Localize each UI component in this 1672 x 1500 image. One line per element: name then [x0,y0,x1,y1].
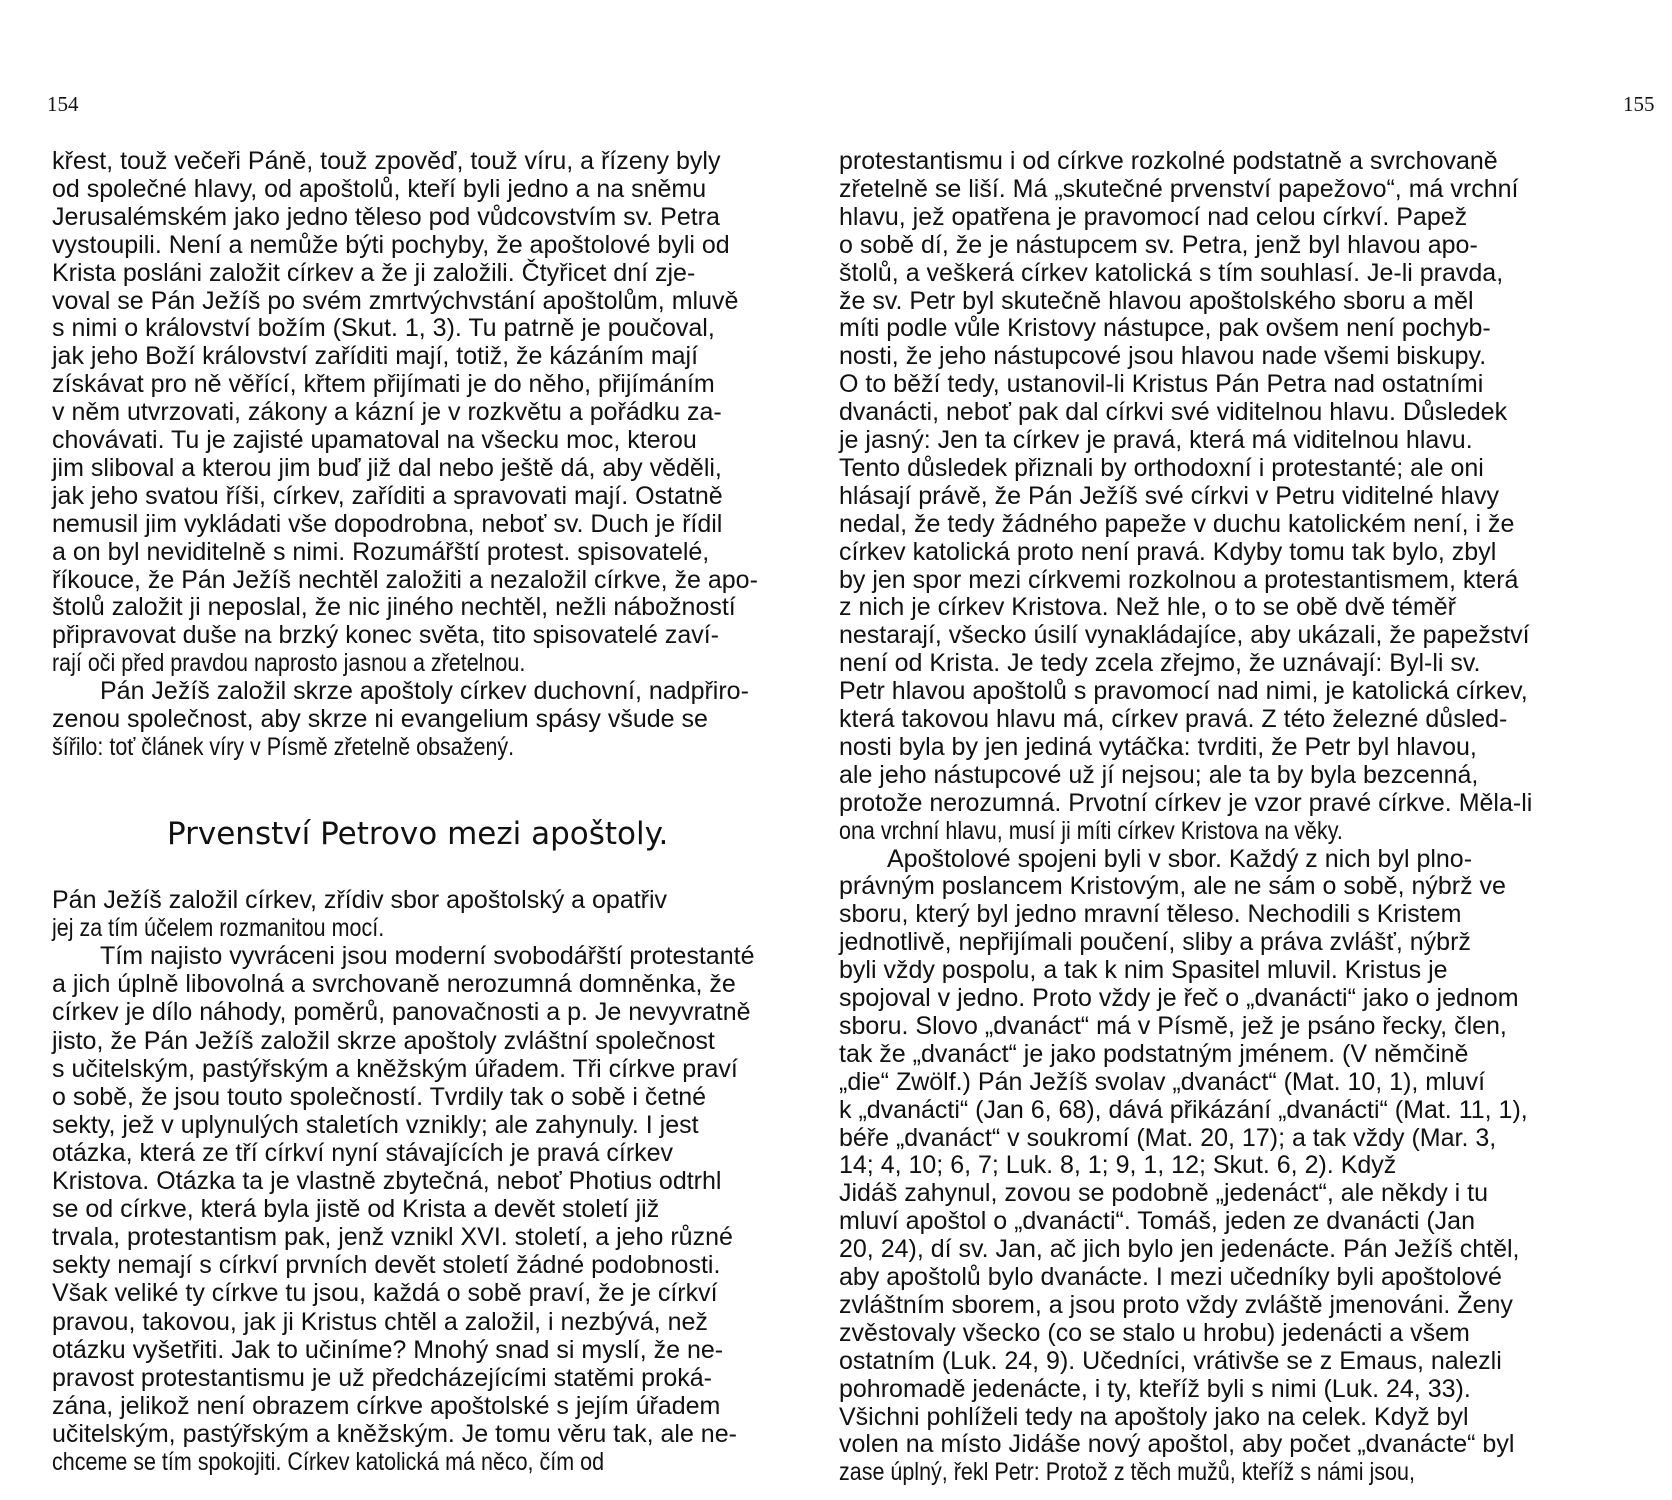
text-line: míti podle vůle Kristovy nástupce, pak ovšem není pochyb- [839,314,1491,343]
text-line: jej za tím účelem rozmanitou mocí. [52,914,385,943]
text-line: sboru, který byl jedno mravní těleso. Nechodili s Kristem [839,900,1462,929]
text-line: by jen spor mezi církvemi rozkolnou a protestantismem, která [839,565,1519,594]
text-line: „die“ Zwölf.) Pán Ježíš svolav „dvanáct“ (Mat. 10, 1), mluví [839,1067,1486,1096]
text-line: o sobě, že jsou touto společností. Tvrdily tak o sobě i četné [52,1082,707,1111]
text-line: sekty, jež v uplynulých staletích vznikly; ale zahynuly. I jest [52,1110,699,1139]
text-line: není od Krista. Je tedy zcela zřejmo, že uznávají: Byl-li sv. [839,649,1481,678]
text-line: 14; 4, 10; 6, 7; Luk. 8, 1; 9, 1, 12; Skut. 6, 2). Když [839,1151,1397,1180]
text-line: církev je dílo náhody, poměrů, panovačnosti a p. Je nevyvratně [52,998,751,1027]
text-line: říkouce, že Pán Ježíš nechtěl založiti a nezaložil církve, že apo- [52,565,758,594]
text-line: béře „dvanáct“ v soukromí (Mat. 20, 17); a tak vždy (Mar. 3, [839,1123,1497,1152]
text-line: protestantismu i od církve rozkolné podstatně a svrchovaně [839,147,1498,175]
text-line: volen na místo Jidáše nový apoštol, aby počet „dvanácte“ byl [839,1430,1515,1459]
text-line: připravovat duše na brzký konec světa, tito spisovatelé zaví- [52,621,719,650]
text-line: vystoupili. Není a nemůže býti pochyby, že apoštolové byli od [52,230,730,259]
text-line: s nimi o království božím (Skut. 1, 3). Tu patrně je poučoval, [52,314,715,343]
text-line: dvanácti, neboť pak dal církvi své viditelnou hlavu. Důsledek [839,398,1508,427]
text-line: Jerusalémském jako jedno těleso pod vůdcovstvím sv. Petra [52,202,720,231]
text-line: nedal, že tedy žádného papeže v duchu katolickém není, i že [839,509,1515,538]
text-line: zřetelně se liší. Má „skutečné prvenství papežovo“, má vrchní [839,174,1519,203]
text-line: a jich úplně libovolná a svrchovaně nerozumná domněnka, že [52,970,736,999]
text-line: byli vždy pospolu, a tak k nim Spasitel mluvil. Kristus je [839,956,1448,985]
text-line: aby apoštolů bylo dvanácte. I mezi učedníky byli apoštolové [839,1263,1502,1291]
text-line: v něm utvrzovati, zákony a kázní je v rozkvětu a pořádku za- [52,398,722,427]
text-line: sekty nemají s církví prvních devět století žádné podobnosti. [52,1251,721,1280]
text-line: Pán Ježíš založil skrze apoštoly církev duchovní, nadpřiro- [100,677,749,706]
text-line: štolů založit ji neposlal, že nic jiného nechtěl, nežli nábožností [52,593,736,622]
text-line: štolů, a veškerá církev katolická s tím souhlasí. Je-li pravda, [839,258,1504,287]
text-line: a on byl neviditelně s nimi. Rozumářští protest. spisovatelé, [52,537,710,566]
text-line: otázka, která ze tří církví nyní stávajících je pravá církev [52,1138,674,1167]
text-line: chceme se tím spokojiti. Církev katolická má něco, čím od [52,1448,605,1476]
text-line: že sv. Petr byl skutečně hlavou apoštolského sboru a měl [839,286,1474,315]
text-line: Apoštolové spojeni byli v sbor. Každý z nich byl plno- [887,844,1473,873]
text-line: šířilo: toť článek víry v Písmě zřetelně obsažený. [52,732,515,761]
text-line: z nich je církev Kristova. Než hle, o to se obě dvě téměř [839,593,1456,622]
text-line: zvěstovaly všecko (co se stalo u hrobu) jedenácti a všem [839,1318,1470,1347]
text-line: Pán Ježíš založil církev, zřídiv sbor apoštolský a opatřiv [52,886,668,914]
text-line: s učitelským, pastýřským a kněžským úřadem. Tři církve praví [52,1054,738,1083]
text-line: církev katolická proto není pravá. Kdyby tomu tak bylo, zbyl [839,537,1497,566]
text-line: je jasný: Jen ta církev je pravá, která má viditelnou hlavu. [839,426,1473,454]
text-line: právným poslancem Kristovým, ale ne sám o sobě, nýbrž ve [839,872,1506,901]
text-line: jak jeho svatou říši, církev, zaříditi a spravovati mají. Ostatně [52,481,723,510]
text-line: Kristova. Otázka ta je vlastně zbytečná, neboť Photius odtrhl [52,1167,722,1195]
text-line: jisto, že Pán Ježíš založil skrze apoštoly zvláštní společnost [52,1026,715,1055]
text-line: otázku vyšetřiti. Jak to učiníme? Mnohý snad si myslí, že ne- [52,1335,724,1364]
text-line: pravost protestantismu je už předcházejícími statěmi proká- [52,1363,712,1392]
text-line: ona vrchní hlavu, musí ji míti církev Kristova na věky. [839,816,1343,845]
text-line: zvláštním sborem, a jsou proto vždy zvláště jmenováni. Ženy [839,1290,1513,1319]
text-line: voval se Pán Ježíš po svém zmrtvýchvstání apoštolům, mluvě [52,286,739,315]
text-line: pohromadě jedenácte, i ty, kteříž byli s nimi (Luk. 24, 33). [839,1374,1471,1403]
text-line: která takovou hlavu má, církev pravá. Z této železné důsled- [839,705,1508,733]
text-line: jak jeho Boží království zaříditi mají, totiž, že kázáním mají [52,342,699,371]
text-line: tak že „dvanáct“ je jako podstatným jménem. (V němčině [839,1039,1469,1068]
text-line: jednotlivě, nepřijímali poučení, sliby a práva zvlášť, nýbrž [839,928,1471,957]
text-line: získávat pro ně věřící, křtem přijímati je do něho, přijímáním [52,370,715,399]
text-line: protože nerozumná. Prvotní církev je vzor pravé církve. Měla-li [839,788,1533,817]
text-line: o sobě dí, že je nástupcem sv. Petra, jenž byl hlavou apo- [839,230,1478,259]
text-line: od společné hlavy, od apoštolů, kteří byli jedno a na sněmu [52,174,707,203]
text-line: jim sliboval a kterou jim buď již dal nebo ještě dá, aby věděli, [52,453,722,482]
right-page-number: 155 [1623,92,1655,116]
text-line: ostatním (Luk. 24, 9). Učedníci, vrátivše se z Emaus, nalezli [839,1346,1502,1375]
text-line: 20, 24), dí sv. Jan, ač jich bylo jen jedenácte. Pán Ježíš chtěl, [839,1235,1520,1264]
text-line: Jidáš zahynul, zovou se podobně „jedenáct“, ale někdy i tu [839,1179,1489,1208]
text-line: nosti, že jeho nástupcové jsou hlavou nade všemi biskupy. [839,342,1487,371]
text-line: Tím najisto vyvráceni jsou moderní svobodářští protestanté [100,942,755,971]
text-line: Však veliké ty církve tu jsou, každá o sobě praví, že je církví [52,1279,718,1308]
text-line: učitelským, pastýřským a kněžským. Je tomu věru tak, ale ne- [52,1419,737,1448]
text-line: Všichni pohlíželi tedy na apoštoly jako na celek. Když byl [839,1402,1469,1431]
text-line: Tento důsledek přiznali by orthodoxní i protestanté; ale oni [839,453,1484,482]
left-page-number: 154 [47,92,79,116]
text-line: hlavu, jež opatřena je pravomocí nad celou církví. Papež [839,202,1468,231]
text-line: sboru. Slovo „dvanáct“ má v Písmě, jež je psáno řecky, člen, [839,1011,1507,1040]
text-line: zána, jelikož není obrazem církve apoštolské s jejím úřadem [52,1391,721,1420]
text-line: zenou společnost, aby skrze ni evangelium spásy všude se [52,705,708,733]
text-line: hlásají právě, že Pán Ježíš své církvi v Petru viditelné hlavy [839,481,1500,510]
section-heading: Prvenství Petrovo mezi apoštoly. [167,816,669,852]
text-line: chovávati. Tu je zajisté upamatoval na všecku moc, kterou [52,426,697,454]
text-line: Petr hlavou apoštolů s pravomocí nad nimi, je katolická církev, [839,677,1528,706]
text-line: pravou, takovou, jak ji Kristus chtěl a založil, i nezbývá, než [52,1307,708,1336]
text-line: spojoval v jedno. Proto vždy je řeč o „dvanácti“ jako o jednom [839,984,1519,1012]
text-line: rají oči před pravdou naprosto jasnou a zřetelnou. [52,649,526,678]
text-line: O to běží tedy, ustanovil-li Kristus Pán Petra nad ostatními [839,370,1484,399]
text-line: k „dvanácti“ (Jan 6, 68), dává přikázání „dvanácti“ (Mat. 11, 1), [839,1095,1528,1124]
right-page [836,0,1672,1500]
text-line: zase úplný, řekl Petr: Protož z těch mužů, kteříž s námi jsou, [839,1458,1415,1487]
text-line: Krista posláni založit církev a že ji založili. Čtyřicet dní zje- [52,258,696,287]
text-line: ale jeho nástupcové už jí nejsou; ale ta by byla bezcenná, [839,760,1479,789]
text-line: křest, touž večeři Páně, touž zpověď, touž víru, a řízeny byly [52,147,721,175]
text-line: trvala, protestantism pak, jenž vznikl XVI. století, a jeho různé [52,1223,733,1252]
text-line: nemusil jim vykládati vše dopodrobna, neboť sv. Duch je řídil [52,509,723,538]
text-line: nestarají, všecko úsilí vynakládajíce, aby ukázali, že papežství [839,621,1530,650]
text-line: se od církve, která byla jistě od Krista a devět století již [52,1195,660,1224]
text-line: mluví apoštol o „dvanácti“. Tomáš, jeden ze dvanácti (Jan [839,1207,1475,1236]
text-line: nosti byla by jen jediná vytáčka: tvrditi, že Petr byl hlavou, [839,732,1477,761]
